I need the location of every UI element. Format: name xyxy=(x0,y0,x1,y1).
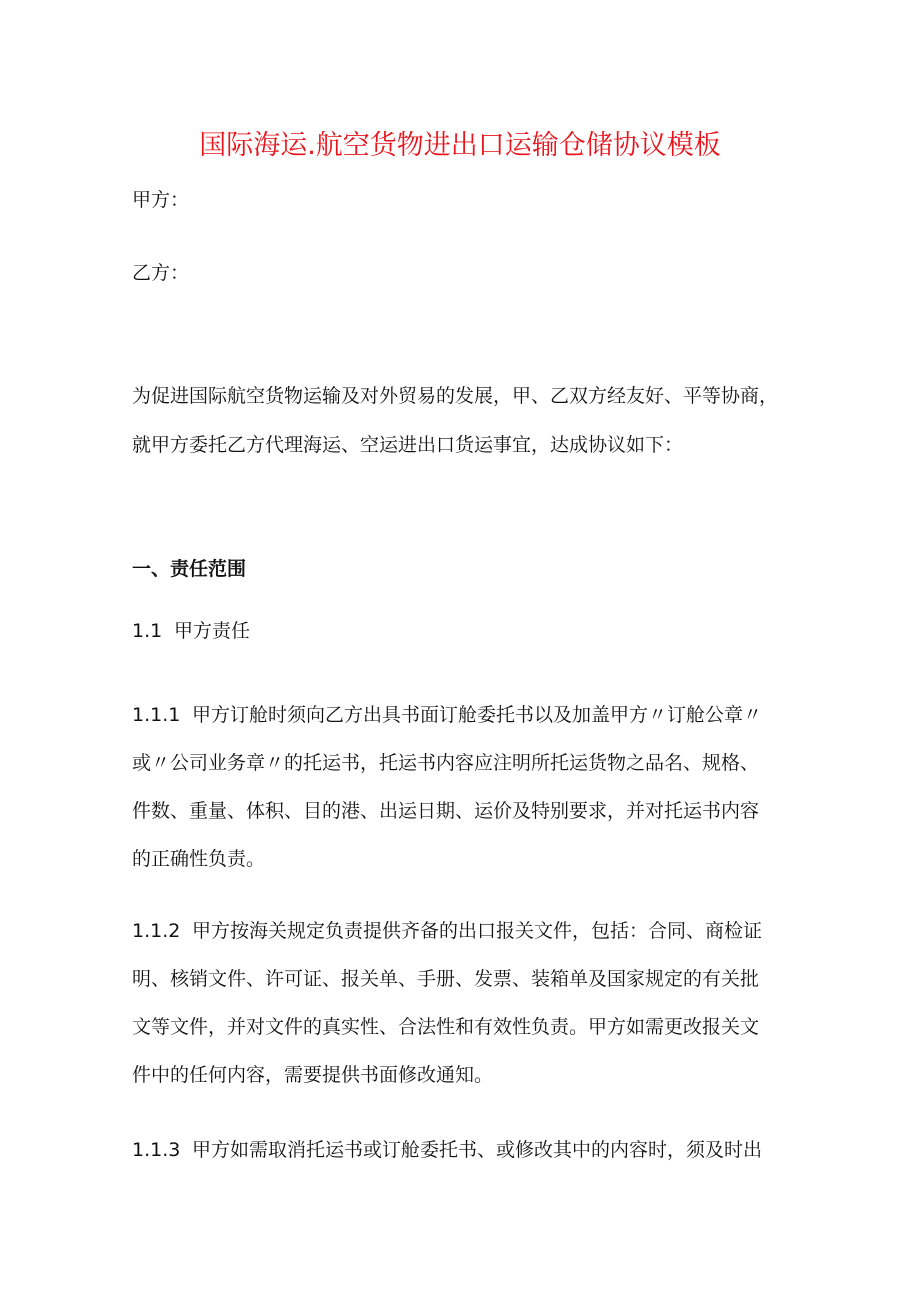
clause-1-1-2-line-1 xyxy=(132,919,762,943)
document-title: 国际海运.航空货物进出口运输仓储协议模板 xyxy=(199,130,721,161)
clause-1-1-2-line-4: 件中的任何内容，需要提供书面修改通知。 xyxy=(132,1064,494,1086)
clause-number: 1.1.3 xyxy=(132,1139,181,1161)
preamble-line-2: 就甲方委托乙方代理海运、空运进出口货运事宜，达成协议如下： xyxy=(132,434,684,456)
clause-1-1-1-line-1 xyxy=(132,703,762,727)
subsection-1-1 xyxy=(132,619,250,643)
clause-number: 1.1.1 xyxy=(132,704,181,726)
clause-1-1-1-line-3: 件数、重量、体积、目的港、出运日期、运价及特别要求，并对托运书内容 xyxy=(132,800,760,822)
clause-text: 甲方如需取消托运书或订舱委托书、或修改其中的内容时，须及时出 xyxy=(192,1139,763,1161)
party-b-label: 乙方： xyxy=(132,262,190,284)
clause-1-1-2-line-2: 明、核销文件、许可证、报关单、手册、发票、装箱单及国家规定的有关批 xyxy=(132,968,760,990)
clause-text: 甲方按海关规定负责提供齐备的出口报关文件，包括：合同、商检证 xyxy=(192,920,763,942)
clause-1-1-3-line-1 xyxy=(132,1138,762,1162)
clause-1-1-1-line-2: 或〃公司业务章〃的托运书，托运书内容应注明所托运货物之品名、规格、 xyxy=(132,752,760,774)
subsection-number: 1.1 xyxy=(132,620,163,642)
clause-text: 甲方订舱时须向乙方出具书面订舱委托书以及加盖甲方〃订舱公章〃 xyxy=(192,704,763,726)
subsection-title: 甲方责任 xyxy=(174,620,251,642)
preamble-line-1: 为促进国际航空货物运输及对外贸易的发展，甲、乙双方经友好、平等协商， xyxy=(132,385,779,407)
clause-1-1-1-line-4: 的正确性负责。 xyxy=(132,848,266,870)
clause-number: 1.1.2 xyxy=(132,920,181,942)
clause-1-1-2-line-3: 文等文件，并对文件的真实性、合法性和有效性负责。甲方如需更改报关文 xyxy=(132,1016,760,1038)
section-heading: 一、责任范围 xyxy=(132,558,247,580)
party-a-label: 甲方： xyxy=(132,189,190,211)
